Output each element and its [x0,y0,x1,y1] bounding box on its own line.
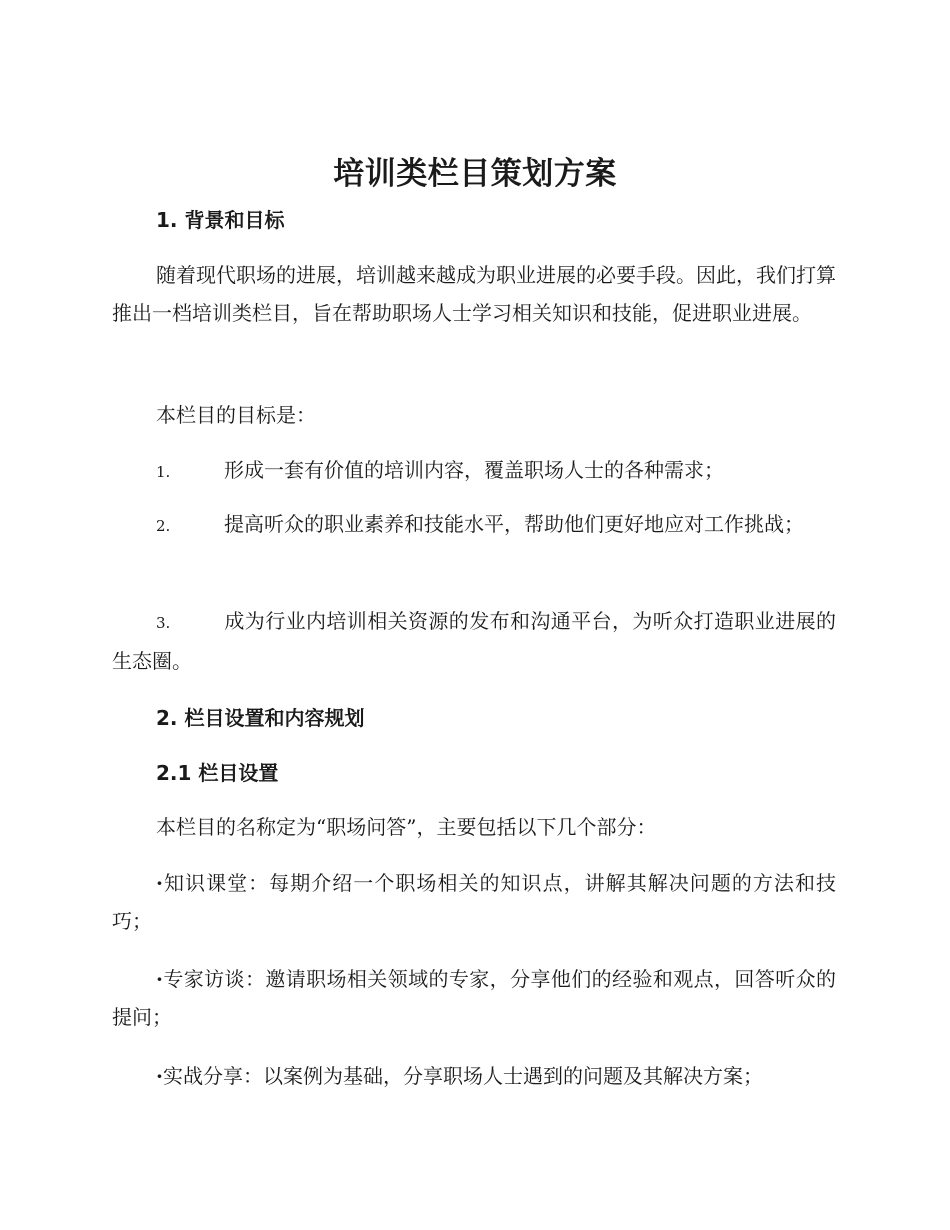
bullet-item-practice [112,1057,836,1095]
bullet-text: 知识课堂：每期介绍一个职场相关的知识点，讲解其解决问题的方法和技巧； [112,871,836,933]
bullet-dot: · [156,967,163,991]
section-2-heading: 2. 栏目设置和内容规划 [156,706,365,730]
bullet-item-knowledge [112,864,836,940]
document-title: 培训类栏目策划方案 [333,156,617,192]
goal-number: 1. [156,463,171,481]
goal-text: 成为行业内培训相关资源的发布和沟通平台，为听众打造职业进展的生态圈。 [112,609,836,673]
goal-item-3 [112,602,836,680]
section-1-heading: 1. 背景和目标 [156,208,285,232]
goal-item-1 [112,451,836,491]
bullet-text: 专家访谈：邀请职场相关领域的专家，分享他们的经验和观点，回答听众的提问； [112,967,836,1029]
bullet-dot: · [156,1064,163,1088]
goal-text: 形成一套有价值的培训内容，覆盖职场人士的各种需求； [224,458,724,482]
goal-number: 3. [156,614,171,632]
goal-text: 提高听众的职业素养和技能水平，帮助他们更好地应对工作挑战； [224,512,804,536]
bullet-item-expert [112,960,836,1036]
section-1-intro-paragraph: 随着现代职场的进展，培训越来越成为职业进展的必要手段。因此，我们打算推出一档培训类栏目，旨在帮助职场人士学习相关知识和技能，促进职业进展。 [112,263,836,325]
goal-item-2 [112,505,836,545]
goal-number: 2. [156,517,171,535]
section-2-intro-paragraph: 本栏目的名称定为“职场问答”，主要包括以下几个部分： [156,815,657,839]
section-2-1-heading: 2.1 栏目设置 [156,761,279,785]
bullet-text: 实战分享：以案例为基础，分享职场人士遇到的问题及其解决方案； [162,1064,763,1088]
goals-lead-paragraph: 本栏目的目标是： [156,403,316,427]
bullet-dot: · [156,871,163,895]
